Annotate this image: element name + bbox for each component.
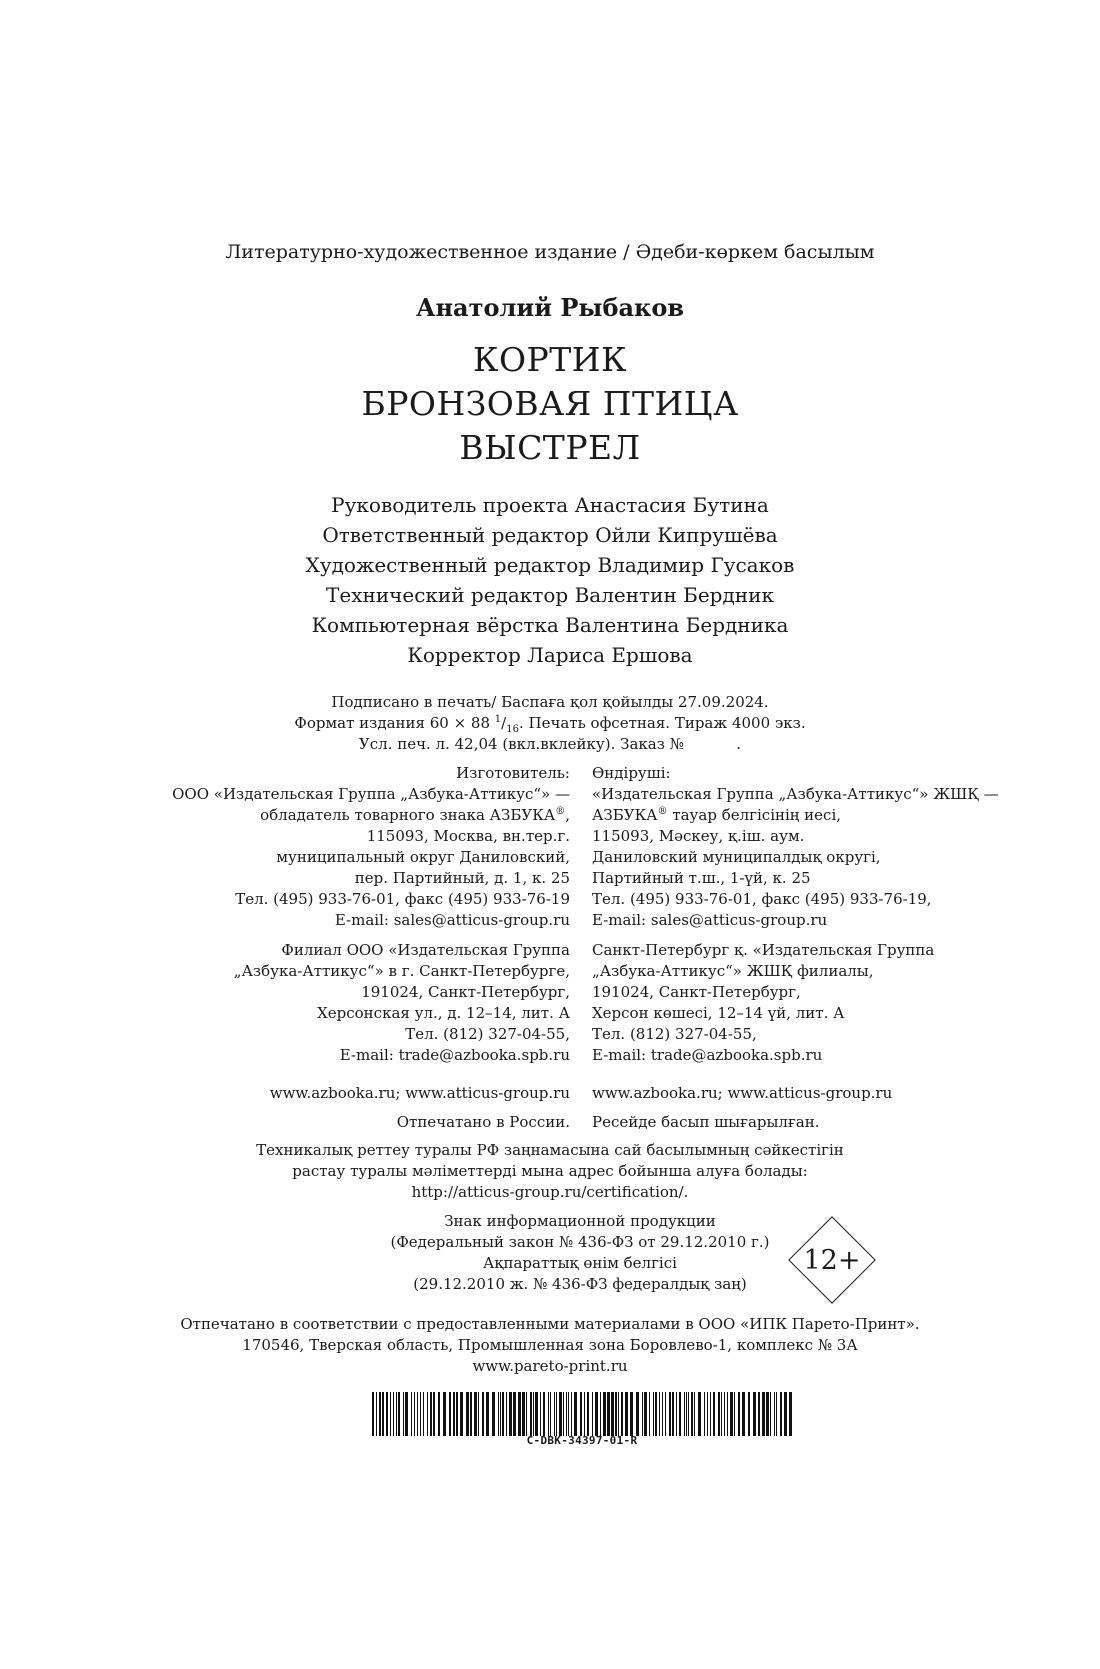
credits-list — [0, 490, 1100, 670]
barcode-bar — [774, 1392, 775, 1436]
barcode-bar — [686, 1392, 687, 1436]
barcode-bar — [470, 1392, 472, 1436]
barcode-bar — [595, 1392, 598, 1436]
barcode-bar — [603, 1392, 606, 1436]
barcode-bar — [684, 1392, 685, 1436]
info-marking: Знак информационной продукции (Федеральный закон № 436-ФЗ от 29.12.2010 г.) Ақпараттық өнім белгісі (29.12.2010 ж. № 436-ФЗ федералдық заң) — [390, 1212, 770, 1293]
email-kz: E-mail: sales@atticus-group.ru — [592, 911, 828, 929]
barcode-bar — [679, 1392, 681, 1436]
barcode-bar — [530, 1392, 532, 1436]
printed-in-kz: Ресейде басып шығарылған. — [592, 1113, 820, 1131]
barcode-bar — [653, 1392, 654, 1436]
barcode-bar — [600, 1392, 601, 1436]
barcode-bar — [758, 1392, 760, 1436]
barcode-bar — [698, 1392, 701, 1436]
barcode-bar — [776, 1392, 777, 1436]
barcode-bar — [738, 1392, 740, 1436]
barcode-bar — [533, 1392, 534, 1436]
barcode-bar — [500, 1392, 501, 1436]
title-1: КОРТИК — [472, 340, 628, 379]
barcode-bar — [550, 1392, 551, 1436]
age-rating-badge — [787, 1215, 877, 1305]
barcode-bar — [417, 1392, 418, 1436]
barcode-bar — [607, 1392, 610, 1436]
author-name: Анатолий Рыбаков — [415, 293, 685, 322]
barcode-bar — [453, 1392, 455, 1436]
barcode-bar — [694, 1392, 695, 1436]
barcode-bar — [642, 1392, 643, 1436]
barcode-bar — [574, 1392, 577, 1436]
barcode-bar — [625, 1392, 628, 1436]
barcode-bar — [665, 1392, 666, 1436]
mfg-ru-trademark: обладатель товарного знака АЗБУКА®, — [260, 806, 570, 824]
barcode-bar — [571, 1392, 572, 1436]
barcode-bar — [672, 1392, 674, 1436]
barcode-bar — [584, 1392, 585, 1436]
barcode-bar — [644, 1392, 647, 1436]
barcode-bar — [649, 1392, 650, 1436]
barcode-bar — [618, 1392, 619, 1436]
barcode-bar — [443, 1392, 446, 1436]
barcode-bar — [676, 1392, 677, 1436]
barcode-bar — [396, 1392, 397, 1436]
barcode-bar — [780, 1392, 782, 1436]
barcode-bar — [688, 1392, 689, 1436]
barcode-bar — [522, 1392, 525, 1436]
credit-line: Технический редактор Валентин Бердник — [326, 583, 774, 607]
barcode-bar — [405, 1392, 408, 1436]
barcode-bar — [376, 1392, 377, 1436]
barcode-bar — [382, 1392, 384, 1436]
barcode-bar — [478, 1392, 479, 1436]
manufacturer-ru: Изготовитель: ООО «Издательская Группа „Азбука-Аттикус“» — обладатель товарного знака АЗБУКА®, 115093, Москва, вн.тер.г. муниципальный округ Даниловский, пер. Партийный, д. 1, к. 25 Тел. (495) 933-76-01, факс (495) 933-76-19 E-mail: sales@atticus-group.ru — [172, 764, 570, 929]
barcode-bar — [766, 1392, 769, 1436]
barcode-bar — [691, 1392, 693, 1436]
title-3: ВЫСТРЕЛ — [459, 428, 641, 467]
series-line: Литературно-художественное издание / Әдеби-көркем басылым — [225, 241, 875, 263]
barcode-code: C-DBK-34397-01-R — [526, 1434, 638, 1447]
barcode-bar — [486, 1392, 489, 1436]
barcode-bar — [420, 1392, 421, 1436]
barcode-bar — [580, 1392, 582, 1436]
mfg-kz-label: Өндіруші: — [592, 764, 671, 782]
barcode-bar — [482, 1392, 484, 1436]
barcode-bar — [393, 1392, 394, 1436]
credit-line: Компьютерная вёрстка Валентина Бердника — [311, 613, 789, 637]
barcode-bar — [548, 1392, 549, 1436]
barcode-bar — [721, 1392, 722, 1436]
barcode-bar — [556, 1392, 557, 1436]
barcode-bar — [423, 1392, 424, 1436]
tech-regulation: Техникалық реттеу туралы РФ заңнамасына сай басылымның сәйкестігін растау туралы мәліметтерді мына адрес бойынша алуға болады: http://atticus-group.ru/certification/. — [0, 1140, 1100, 1203]
barcode-bar — [492, 1392, 495, 1436]
barcode-bar — [554, 1392, 555, 1436]
barcode-bar — [659, 1392, 660, 1436]
barcode-bar — [559, 1392, 562, 1436]
barcode-bar — [411, 1392, 412, 1436]
barcode-bar — [563, 1392, 564, 1436]
barcode-bar — [414, 1392, 415, 1436]
barcode-bar — [386, 1392, 388, 1436]
format-line: Формат издания 60 × 88 $^1/_{16}$. Печать офсетная. Тираж 4000 экз. — [294, 714, 806, 735]
credit-line: Руководитель проекта Анастасия Бутина — [331, 493, 769, 517]
mfg-ru-name: ООО «Издательская Группа „Азбука-Аттикус“» — — [172, 785, 570, 803]
barcode-bar — [433, 1392, 435, 1436]
web-ru: www.azbooka.ru; www.atticus-group.ru — [269, 1084, 570, 1102]
barcode-bar — [506, 1392, 507, 1436]
mfg-kz-trademark: АЗБУКА® тауар белгісінің иесі, — [592, 806, 842, 824]
printer-url: www.pareto-print.ru — [472, 1357, 628, 1375]
barcode — [372, 1392, 792, 1436]
email-ru: E-mail: sales@atticus-group.ru — [334, 911, 570, 929]
barcode-bar — [615, 1392, 617, 1436]
book-titles — [0, 338, 1100, 470]
branch-ru: Филиал ООО «Издательская Группа „Азбука-Аттикус“» в г. Санкт-Петербурге, 191024, Санкт-Петербург, Херсонская ул., д. 12–14, лит. А Тел. (812) 327-04-55, E-mail: trade@azbooka.spb.ru — [233, 941, 570, 1064]
barcode-bar — [727, 1392, 728, 1436]
barcode-bar — [526, 1392, 527, 1436]
barcode-bar — [456, 1392, 458, 1436]
barcode-bar — [718, 1392, 720, 1436]
barcode-bar — [398, 1392, 400, 1436]
barcode-bar — [372, 1392, 374, 1436]
barcode-bar — [704, 1392, 705, 1436]
barcode-bar — [630, 1392, 633, 1436]
barcode-bar — [742, 1392, 745, 1436]
barcode-bar — [655, 1392, 657, 1436]
barcode-bar — [611, 1392, 614, 1436]
barcode-bar — [518, 1392, 521, 1436]
print-info — [0, 692, 1100, 755]
barcode-bar — [636, 1392, 639, 1436]
printed-in-ru: Отпечатано в России. — [396, 1113, 570, 1131]
barcode-bar — [509, 1392, 512, 1436]
barcode-bar — [466, 1392, 469, 1436]
web-kz: www.azbooka.ru; www.atticus-group.ru — [592, 1084, 893, 1102]
sheets-line: Усл. печ. л. 42,04 (вкл.вклейку). Заказ № . — [358, 735, 742, 753]
credit-line: Художественный редактор Владимир Гусаков — [305, 553, 795, 577]
barcode-bar — [621, 1392, 623, 1436]
barcode-bar — [707, 1392, 708, 1436]
printer-info: Отпечатано в соответствии с предоставленными материалами в ООО «ИПК Парето-Принт». 170546, Тверская область, Промышленная зона Боровлево-1, комплекс № 3А www.pareto-print.ru — [0, 1314, 1100, 1377]
barcode-bar — [713, 1392, 715, 1436]
barcode-bar — [748, 1392, 750, 1436]
barcode-bar — [427, 1392, 428, 1436]
barcode-bar — [753, 1392, 756, 1436]
barcode-bar — [474, 1392, 477, 1436]
barcode-bar — [403, 1392, 404, 1436]
manufacturer-kz: Өндіруші: «Издательская Группа „Азбука-Аттикус“» ЖШҚ — АЗБУКА® тауар белгісінің иесі, 115093, Мәскеу, қ.іш. аум. Даниловский муниципалдық округі, Партийный т.ш., 1-үй, к. 25 Тел. (495) 933-76-01, факс (495) 933-76-19, E-mail: sales@atticus-group.ru — [592, 764, 999, 929]
credit-line: Ответственный редактор Ойли Кипрушёва — [322, 523, 778, 547]
barcode-bar — [592, 1392, 593, 1436]
barcode-bar — [498, 1392, 499, 1436]
barcode-bar — [513, 1392, 516, 1436]
barcode-bar — [734, 1392, 735, 1436]
title-2: БРОНЗОВАЯ ПТИЦА — [361, 384, 739, 423]
barcode-bar — [770, 1392, 771, 1436]
barcode-bar — [568, 1392, 569, 1436]
signed-line: Подписано в печать/ Баспаға қол қойылды 27.09.2024. — [331, 693, 769, 711]
barcode-bar — [784, 1392, 787, 1436]
barcode-bar — [587, 1392, 589, 1436]
branch-kz: Санкт-Петербург қ. «Издательская Группа „Азбука-Аттикус“» ЖШҚ филиалы, 191024, Санкт-Петербург, Херсон көшесі, 12–14 үй, лит. А Тел. (812) 327-04-55, E-mail: trade@azbooka.spb.ru — [592, 941, 935, 1064]
barcode-bar — [449, 1392, 451, 1436]
barcode-bar — [710, 1392, 711, 1436]
credit-line: Корректор Лариса Ершова — [407, 643, 693, 667]
barcode-bar — [724, 1392, 725, 1436]
barcode-bar — [662, 1392, 663, 1436]
barcode-bar — [730, 1392, 733, 1436]
barcode-bar — [390, 1392, 391, 1436]
barcode-bar — [762, 1392, 765, 1436]
barcode-bar — [460, 1392, 463, 1436]
barcode-bar — [540, 1392, 541, 1436]
certification-url: http://atticus-group.ru/certification/. — [411, 1183, 689, 1201]
age-rating-label: 12+ — [803, 1245, 861, 1276]
barcode-bar — [543, 1392, 545, 1436]
barcode-bar — [502, 1392, 504, 1436]
barcode-bar — [669, 1392, 671, 1436]
barcode-bar — [535, 1392, 538, 1436]
mfg-kz-name: «Издательская Группа „Азбука-Аттикус“» ЖШҚ — — [592, 785, 999, 803]
barcode-bar — [379, 1392, 381, 1436]
mfg-ru-label: Изготовитель: — [456, 764, 570, 782]
barcode-bar — [430, 1392, 432, 1436]
barcode-bar — [789, 1392, 792, 1436]
barcode-bar — [438, 1392, 440, 1436]
barcode-bar — [566, 1392, 567, 1436]
